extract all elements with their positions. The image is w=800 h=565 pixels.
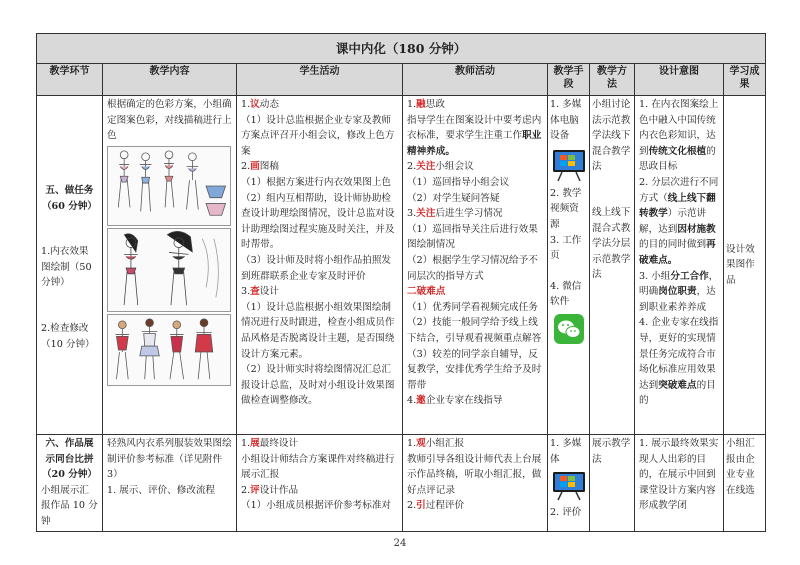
student-text: （2）设计师实时将绘图情况汇总汇报设计总监，及时对小组设计效果图做检查调整修改。 [241, 364, 395, 407]
intent-text: 1. 在内衣图案绘上色中融入中国传统内衣色彩知识，达到 [639, 99, 719, 157]
stage-sub-2: 2.检查修改（10 分钟） [41, 322, 95, 350]
page-number: 24 [393, 538, 407, 549]
method-text: 展示教学法 [592, 438, 631, 465]
step-keyword: 融 [416, 99, 426, 110]
step-label: 图稿 [259, 161, 279, 173]
teacher-text [407, 113, 543, 160]
content-cell [103, 435, 237, 532]
table-row [37, 435, 766, 532]
teacher-text: （2）对学生疑问答疑 [407, 192, 500, 204]
outcome-text: 小组汇报由企业专业在线选 [726, 438, 755, 496]
content-cell [103, 96, 237, 435]
student-text: （1）设计总监根据企业专家及教师方案点评召开小组会议，修改上色方案 [241, 114, 395, 157]
step-keyword: 邀 [416, 395, 426, 407]
intent-text: ，达到职业素养养成 [639, 286, 716, 313]
fashion-sketch-image-3 [107, 314, 231, 386]
intent-text: 4. 企业专家在线指导，更好的实现情景任务完成符合市场化标准应用效果达到 [639, 317, 719, 391]
intent-bold: 线上线下翻转教学 [639, 192, 716, 220]
content-text: 根据确定的色彩方案，小组确定图案色彩，对线描稿进行上色 [107, 99, 232, 142]
step-label: 最终设计 [259, 438, 299, 449]
student-text: （3）设计师及时将小组作品拍照发到班群联系企业专家及时评价 [241, 254, 392, 282]
intent-point-1 [639, 97, 719, 175]
header-means: 教学手段 [548, 64, 590, 96]
intent-text: 的目的 [639, 379, 716, 407]
intent-text: 2. 分层次进行不同方式（ [639, 176, 719, 204]
outcome-text: 设计效果图作品 [726, 243, 755, 286]
step-number: 2. [407, 500, 417, 512]
stage-sub-1: 1.内衣效果图绘制（50 分钟） [41, 246, 92, 289]
student-step-1 [241, 436, 398, 452]
intent-text: ）示范讲解，达到 [639, 208, 707, 235]
teacher-step-4 [407, 393, 543, 409]
stage-title: 五、做任务（60 分钟） [41, 185, 98, 212]
intent-cell [635, 96, 724, 435]
teacher-text: （1）优秀同学看视频完成任务 [407, 301, 538, 313]
step-label: 思政 [425, 99, 445, 110]
student-activity-cell [237, 435, 403, 532]
step-label: 动态 [259, 99, 279, 110]
step-keyword: 观 [416, 438, 426, 449]
fashion-sketch-image-2 [107, 228, 231, 312]
student-text: （1）小组成员根据评价参考标准对 [241, 500, 392, 512]
stage-cell [37, 96, 103, 435]
intent-point-2 [639, 175, 719, 269]
header-student-activity: 学生活动 [237, 64, 403, 96]
student-text: （1）设计总监根据小组效果图绘制情况进行及时跟进，检查小组成员作品风格是否脱离设计主题，是否围绕设计方案元素。 [241, 301, 395, 360]
wechat-icon [554, 314, 584, 344]
header-stage: 教学环节 [37, 64, 103, 96]
step-keyword: 画 [250, 161, 260, 173]
student-step-3 [241, 284, 398, 300]
header-outcome: 学习成果 [724, 64, 766, 96]
intent-text: ，明确 [639, 270, 719, 298]
step-label: 企业专家在线指导 [425, 395, 503, 407]
section-title: 课中内化（180 分钟） [37, 34, 766, 64]
means-cell [548, 96, 590, 435]
intent-point-4 [639, 315, 719, 409]
method-cell [590, 96, 635, 435]
teacher-text: （2）技能一般同学给予线上线下结合，引导观看视频重点解答 [407, 317, 542, 344]
teacher-text: （1）巡回指导关注后进行效果图绘制情况 [407, 223, 538, 251]
teacher-activity-cell [403, 435, 548, 532]
teacher-text: （1）巡回指导小组会议 [407, 176, 510, 188]
means-item: 1. 多媒体 [550, 438, 582, 465]
step-number: 2. [241, 484, 251, 496]
content-text: 轻熟风内衣系列服装效果图绘制评价参考标准（详见附件 3） [107, 438, 232, 481]
means-item: 4. 微信软件 [550, 280, 582, 308]
intent-text: 的目的同时做到 [639, 239, 707, 251]
means-item: 2. 评价 [550, 507, 582, 519]
step-number: 1. [407, 438, 417, 449]
outcome-cell [724, 96, 766, 435]
intent-bold: 岗位职责 [658, 286, 697, 298]
means-item: 1. 多媒体电脑设备 [550, 99, 582, 142]
teacher-text-part: 指导学生在图案设计中要考虑内衣标准，要求学生注重工作 [407, 114, 542, 142]
intent-bold: 突破难点 [658, 379, 697, 391]
method-text: 线上线下混合式教学法分层示范教学法 [592, 206, 631, 281]
step-keyword: 关注 [416, 208, 436, 220]
intent-text: 3. 小组 [639, 270, 671, 282]
step-number: 1. [407, 99, 417, 110]
header-intent: 设计意图 [635, 64, 724, 96]
student-text: 小组设计师结合方案课件对终稿进行展示汇报 [241, 453, 395, 481]
step-number: 3. [241, 286, 251, 298]
intent-bold: 再破难点。 [639, 239, 716, 266]
student-step-2 [241, 159, 398, 175]
stage-cell [37, 435, 103, 532]
step-label: 设计 [259, 286, 279, 298]
teacher-step-2 [407, 159, 543, 175]
header-content: 教学内容 [103, 64, 237, 96]
student-activity-cell [237, 96, 403, 435]
table-row [37, 96, 766, 435]
intent-bold: 因材施教 [677, 223, 716, 235]
intent-point-3 [639, 269, 719, 316]
intent-bold: 传统文化根植 [648, 145, 707, 157]
teacher-text: （3）较差的同学亲自辅导，反复教学，安排优秀学生给予及时帮带 [407, 348, 542, 391]
step-keyword: 评 [250, 484, 260, 496]
step-number: 4. [407, 395, 417, 407]
step-number: 2. [407, 161, 417, 173]
student-step-2 [241, 483, 398, 499]
teacher-step-3 [407, 206, 543, 222]
step-keyword: 引 [416, 500, 426, 512]
fashion-sketch-image-1 [107, 146, 231, 226]
step-keyword: 展 [250, 438, 260, 449]
method-text: 小组讨论法示范教学法线下混合教学法 [592, 99, 631, 173]
means-item: 2. 教学视频资源 [550, 187, 582, 230]
lesson-plan-table [36, 33, 766, 532]
teacher-step-2 [407, 498, 543, 514]
step-number: 2. [241, 161, 251, 173]
intent-cell [635, 435, 724, 532]
step-number: 1. [241, 438, 251, 449]
means-item: 3. 工作页 [550, 234, 582, 262]
teacher-text-bold: 职业精神养成。 [407, 130, 542, 157]
step-keyword: 议 [250, 99, 260, 110]
student-text: （1）根据方案进行内衣效果图上色 [241, 176, 392, 188]
content-text: 1. 展示、评价、修改流程 [107, 484, 216, 496]
header-teacher-activity: 教师活动 [403, 64, 548, 96]
step-label: 小组汇报 [425, 438, 465, 449]
student-text: （2）组内互相帮助，设计师协助检查设计助理绘图情况，设计总监对设计助理绘图过程实施及时关注，并及时帮带。 [241, 192, 395, 251]
tv-screen-icon [552, 148, 586, 182]
step-keyword: 查 [250, 286, 260, 298]
step-number: 3. [407, 208, 417, 220]
step-label: 后进生学习情况 [435, 208, 503, 220]
step-keyword: 关注 [416, 161, 436, 173]
teacher-text: （2）根据学生学习情况给予不同层次的指导方式 [407, 254, 538, 282]
step-label: 过程评价 [425, 500, 465, 512]
teacher-step-1 [407, 436, 543, 452]
teacher-activity-cell [403, 96, 548, 435]
student-step-1 [241, 97, 398, 113]
intent-text: 1. 展示最终效果实现人人出彩的目的，在展示中回到课堂设计方案内容形成教学闭 [639, 438, 719, 512]
header-method: 教学方法 [590, 64, 635, 96]
step-number: 1. [241, 99, 251, 110]
intent-text: 的思政目标 [639, 145, 716, 173]
stage-title: 六、作品展示同台比拼（20 分钟） [41, 438, 98, 481]
teacher-text: 教师引导各组设计师代表上台展示作品终稿，听取小组汇报，做好点评记录 [407, 453, 542, 496]
intent-bold: 分工合作 [670, 270, 709, 282]
header-row [37, 64, 766, 96]
step-label: 设计作品 [259, 484, 299, 496]
means-cell [548, 435, 590, 532]
outcome-cell [724, 435, 766, 532]
step-label: 小组会议 [435, 161, 474, 173]
stage-sub: 小组展示汇报作品 10 分钟 [41, 484, 98, 527]
teacher-step-1 [407, 97, 543, 113]
method-cell [590, 435, 635, 532]
teacher-heading-difficulty: 二破难点 [407, 286, 446, 298]
tv-screen-icon [552, 471, 586, 501]
